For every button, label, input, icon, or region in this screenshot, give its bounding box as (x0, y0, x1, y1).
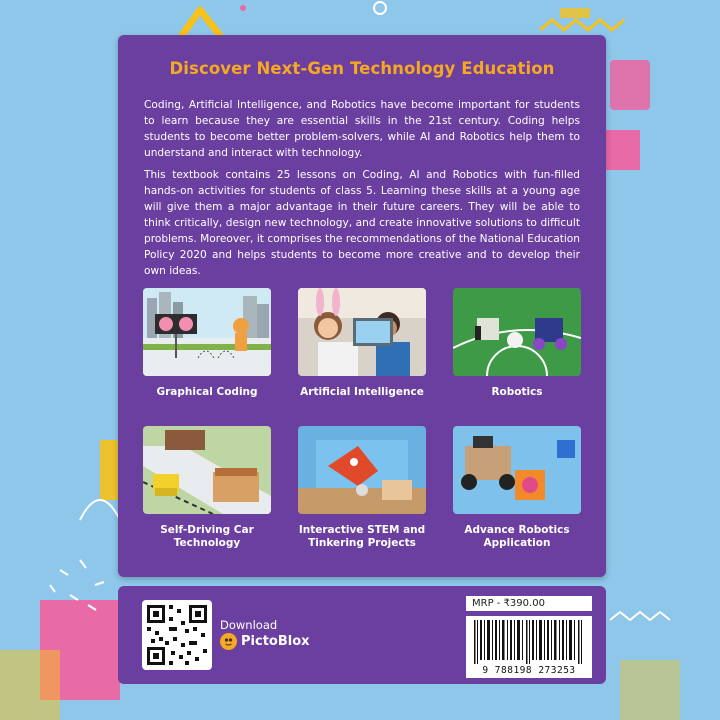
tile-self-driving-car (142, 426, 272, 550)
caption-line: Technology (173, 537, 241, 549)
tile-artificial-intelligence (297, 288, 427, 399)
tile-stem-tinkering (297, 426, 427, 550)
caption-line: Application (483, 537, 551, 549)
pictoblox-label: PictoBlox (241, 634, 310, 649)
graphical-coding-image (143, 288, 271, 376)
isbn-number: 9 788198 273253 (482, 665, 576, 676)
tile-caption (452, 524, 582, 550)
caption-line: Tinkering Projects (308, 537, 416, 549)
artificial-intelligence-image (298, 288, 426, 376)
self-driving-car-image (143, 426, 271, 514)
download-label: Download (220, 618, 278, 632)
caption-line: Self-Driving Car (160, 524, 254, 536)
barcode-icon (466, 616, 592, 678)
tile-caption (297, 386, 427, 399)
mrp-price: MRP - ₹390.00 (466, 596, 592, 611)
tile-caption (142, 524, 272, 550)
stem-tinkering-image (298, 426, 426, 514)
tile-robotics (452, 288, 582, 399)
caption-line: Artificial Intelligence (300, 386, 424, 398)
tile-caption (297, 524, 427, 550)
tile-graphical-coding (142, 288, 272, 399)
tile-caption (142, 386, 272, 399)
caption-line: Interactive STEM and (298, 524, 426, 536)
footer-panel (118, 586, 606, 684)
caption-line: Advance Robotics (464, 524, 570, 536)
description-paragraph: This textbook contains 25 lessons on Coding, AI and Robotics with fun-filled hands-on activities for students of class 5. Learning these skills at a young age will give them a major advantage in their future careers. They will be able to think critically, design new technology, and create innovative solutions to difficult problems. Moreover, it comprises the recommendations of the National Education Policy 2020 and helps students to become more creative and to develop their own ideas. (144, 169, 580, 277)
content-panel (118, 35, 606, 577)
pictoblox-logo-icon (220, 633, 237, 650)
pictoblox-link[interactable] (220, 633, 310, 650)
caption-line: Graphical Coding (156, 386, 258, 398)
intro-paragraph: Coding, Artificial Intelligence, and Robotics have become important for students to learn because they are essential skills in the 21st century. Coding helps students to become better problem-solvers, while AI and Robotics help them to understand and interact with technology. (144, 99, 580, 159)
page-title: Discover Next-Gen Technology Education (169, 59, 555, 78)
tile-advance-robotics (452, 426, 582, 550)
tile-caption (452, 386, 582, 399)
advance-robotics-image (453, 426, 581, 514)
qr-code-icon[interactable] (142, 600, 212, 670)
caption-line: Robotics (491, 386, 543, 398)
robotics-image (453, 288, 581, 376)
